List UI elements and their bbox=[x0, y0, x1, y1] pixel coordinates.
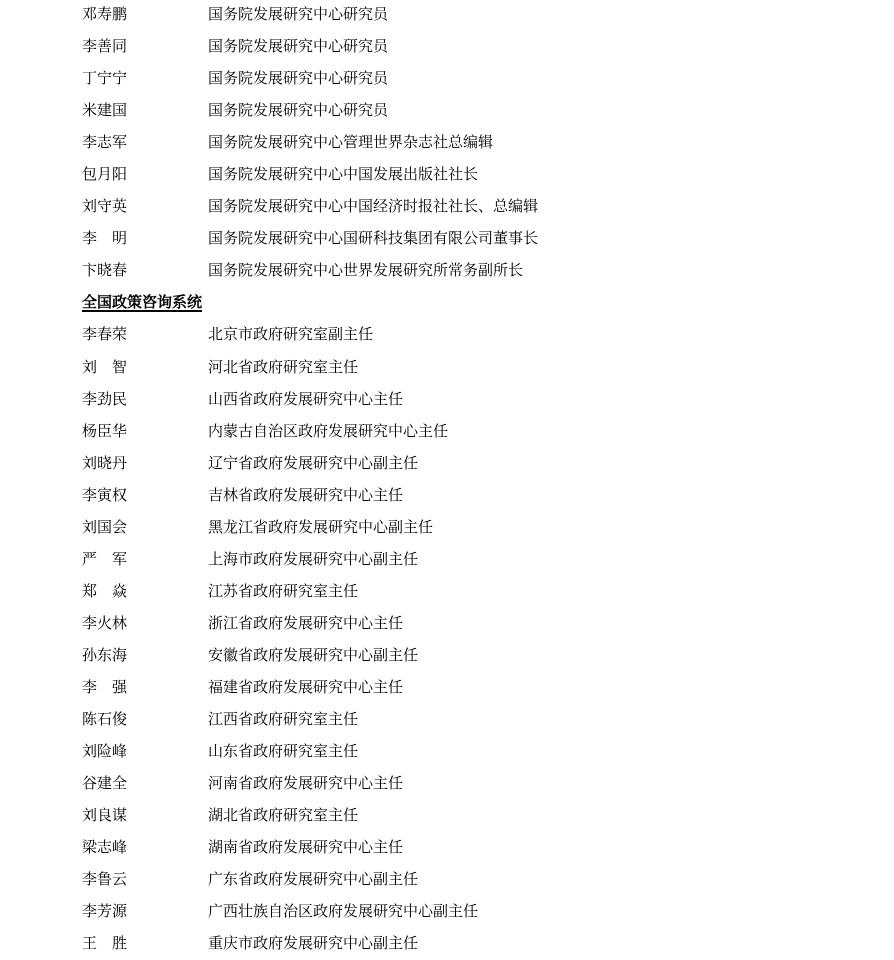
member-row bbox=[0, 895, 894, 927]
member-name: 孙东海 bbox=[82, 645, 128, 664]
member-row bbox=[0, 30, 894, 62]
member-name: 严 军 bbox=[82, 549, 128, 568]
member-name: 卞晓春 bbox=[82, 261, 128, 280]
member-name: 刘国会 bbox=[82, 517, 128, 536]
member-title: 江苏省政府研究室主任 bbox=[208, 581, 359, 600]
member-name: 刘险峰 bbox=[82, 742, 128, 761]
member-row bbox=[0, 799, 894, 831]
member-row bbox=[0, 94, 894, 126]
member-name: 李志军 bbox=[82, 133, 128, 152]
member-row bbox=[0, 767, 894, 799]
member-name: 丁宁宁 bbox=[82, 69, 128, 88]
member-title: 国务院发展研究中心研究员 bbox=[208, 5, 389, 23]
member-title: 辽宁省政府发展研究中心副主任 bbox=[208, 453, 419, 472]
member-title: 国务院发展研究中心研究员 bbox=[208, 69, 389, 88]
member-name: 刘良谋 bbox=[82, 806, 128, 825]
member-name: 李春荣 bbox=[82, 325, 128, 344]
member-name: 谷建全 bbox=[82, 774, 128, 793]
member-title: 国务院发展研究中心管理世界杂志社总编辑 bbox=[208, 133, 494, 152]
member-title: 河南省政府发展研究中心主任 bbox=[208, 774, 404, 793]
member-title: 河北省政府研究室主任 bbox=[208, 357, 359, 376]
member-name: 李鲁云 bbox=[82, 870, 128, 889]
member-name: 米建国 bbox=[82, 101, 128, 120]
member-name: 李 明 bbox=[82, 229, 128, 248]
member-name: 陈石俊 bbox=[82, 710, 128, 729]
member-title: 湖北省政府研究室主任 bbox=[208, 806, 359, 825]
member-name: 王 胜 bbox=[82, 934, 128, 953]
member-row bbox=[0, 671, 894, 703]
member-title: 湖南省政府发展研究中心主任 bbox=[208, 838, 404, 857]
member-name: 杨臣华 bbox=[82, 421, 128, 440]
member-row bbox=[0, 254, 894, 286]
member-name: 刘晓丹 bbox=[82, 453, 128, 472]
member-row bbox=[0, 479, 894, 511]
member-name: 李火林 bbox=[82, 613, 128, 632]
member-name: 李善同 bbox=[82, 37, 128, 56]
member-title: 内蒙古自治区政府发展研究中心主任 bbox=[208, 421, 449, 440]
member-row bbox=[0, 863, 894, 895]
member-row bbox=[0, 735, 894, 767]
member-row bbox=[0, 318, 894, 350]
member-title: 国务院发展研究中心国研科技集团有限公司董事长 bbox=[208, 229, 539, 248]
member-name: 刘守英 bbox=[82, 197, 128, 216]
member-title: 福建省政府发展研究中心主任 bbox=[208, 677, 404, 696]
member-title: 国务院发展研究中心中国经济时报社社长、总编辑 bbox=[208, 197, 539, 216]
member-row bbox=[0, 415, 894, 447]
member-row bbox=[0, 927, 894, 959]
member-title: 江西省政府研究室主任 bbox=[208, 710, 359, 729]
member-title: 国务院发展研究中心世界发展研究所常务副所长 bbox=[208, 261, 524, 280]
section-heading-row bbox=[0, 286, 894, 318]
member-row bbox=[0, 831, 894, 863]
member-title: 国务院发展研究中心研究员 bbox=[208, 37, 389, 56]
section-heading: 全国政策咨询系统 bbox=[82, 293, 203, 312]
member-name: 李寅权 bbox=[82, 485, 128, 504]
member-name: 邓寿鹏 bbox=[82, 5, 128, 23]
member-title: 国务院发展研究中心中国发展出版社社长 bbox=[208, 165, 479, 184]
member-name: 梁志峰 bbox=[82, 838, 128, 857]
member-row bbox=[0, 351, 894, 383]
member-title: 北京市政府研究室副主任 bbox=[208, 325, 374, 344]
member-name: 刘 智 bbox=[82, 357, 128, 376]
member-title: 山西省政府发展研究中心主任 bbox=[208, 389, 404, 408]
member-row bbox=[0, 0, 894, 30]
member-row bbox=[0, 511, 894, 543]
member-name: 郑 焱 bbox=[82, 581, 128, 600]
member-title: 吉林省政府发展研究中心主任 bbox=[208, 485, 404, 504]
member-title: 上海市政府发展研究中心副主任 bbox=[208, 549, 419, 568]
member-row bbox=[0, 62, 894, 94]
member-title: 安徽省政府发展研究中心副主任 bbox=[208, 645, 419, 664]
member-title: 广东省政府发展研究中心副主任 bbox=[208, 870, 419, 889]
member-row bbox=[0, 543, 894, 575]
member-title: 广西壮族自治区政府发展研究中心副主任 bbox=[208, 902, 479, 921]
member-row bbox=[0, 639, 894, 671]
member-row bbox=[0, 190, 894, 222]
member-name: 李 强 bbox=[82, 677, 128, 696]
member-name: 李芳源 bbox=[82, 902, 128, 921]
member-title: 重庆市政府发展研究中心副主任 bbox=[208, 934, 419, 953]
member-row bbox=[0, 126, 894, 158]
member-row bbox=[0, 575, 894, 607]
member-title: 黑龙江省政府发展研究中心副主任 bbox=[208, 517, 434, 536]
member-title: 山东省政府研究室主任 bbox=[208, 742, 359, 761]
member-row bbox=[0, 703, 894, 735]
member-row bbox=[0, 222, 894, 254]
member-title: 国务院发展研究中心研究员 bbox=[208, 101, 389, 120]
member-row bbox=[0, 383, 894, 415]
member-row bbox=[0, 158, 894, 190]
member-title: 浙江省政府发展研究中心主任 bbox=[208, 613, 404, 632]
member-row bbox=[0, 447, 894, 479]
member-name: 包月阳 bbox=[82, 165, 128, 184]
member-name: 李劲民 bbox=[82, 389, 128, 408]
member-row bbox=[0, 607, 894, 639]
